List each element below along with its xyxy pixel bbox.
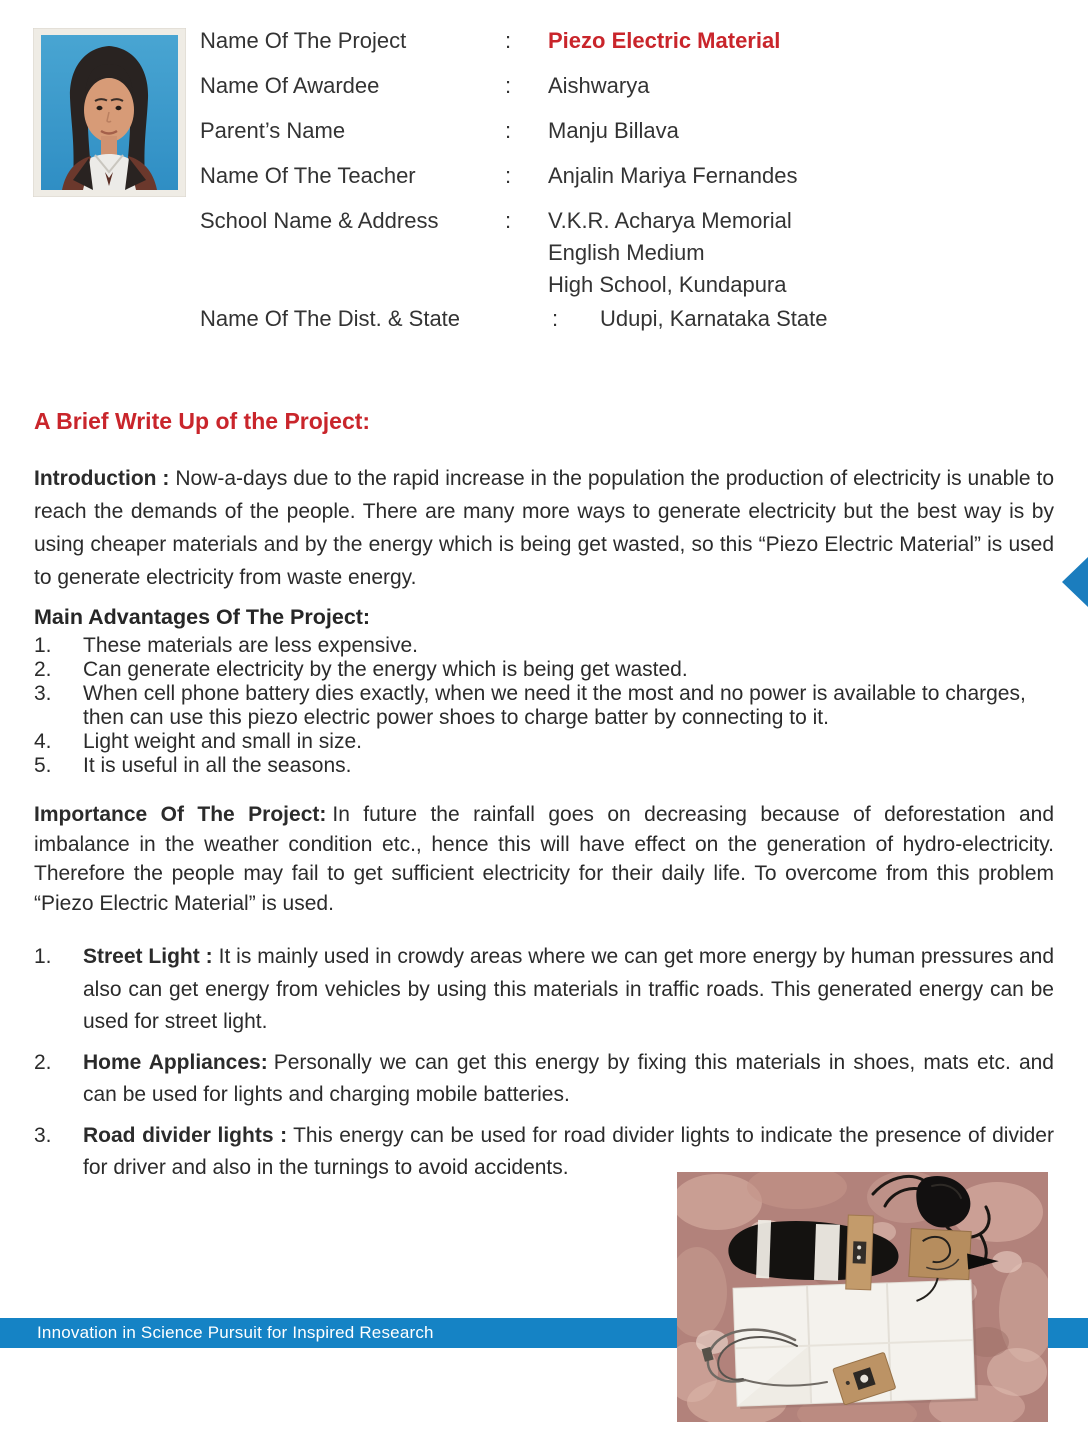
list-item-text: When cell phone battery dies exactly, when we need it the most and no power is available to charges, then can use this piezo electric power shoes to charge batter by connecting to it. <box>83 682 1026 729</box>
detail-separator: : <box>552 306 559 331</box>
list-item <box>34 941 1054 1039</box>
materials-photo-graphic <box>677 1172 1048 1422</box>
list-item-text: Light weight and small in size. <box>83 730 362 753</box>
school-address-line: High School, Kundapura <box>548 272 787 297</box>
detail-row-parent <box>200 120 960 142</box>
list-item-number: 3. <box>34 682 52 705</box>
list-item-number: 5. <box>34 754 52 777</box>
application-text: This energy can be used for road divider lights to indicate the presence of divider for driver and also in the turnings to avoid accidents. <box>83 1123 1054 1179</box>
detail-separator: : <box>505 163 512 188</box>
list-item-text: These materials are less expensive. <box>83 634 418 657</box>
list-item <box>34 1047 1054 1112</box>
detail-label: Name Of The Project <box>200 28 407 53</box>
left-arrow-icon <box>1062 557 1088 607</box>
list-item-text <box>83 1047 1054 1112</box>
project-details <box>200 22 960 353</box>
list-item <box>34 754 1054 778</box>
detail-separator: : <box>505 208 512 233</box>
application-label: Road divider lights : <box>83 1123 288 1147</box>
advantages-section <box>34 604 1054 778</box>
detail-label: Name Of The Dist. & State <box>200 306 461 331</box>
detail-row-district-state <box>200 308 960 330</box>
importance-label: Importance Of The Project: <box>34 803 327 826</box>
importance-paragraph <box>34 800 1054 918</box>
detail-value-teacher: Anjalin Mariya Fernandes <box>548 163 798 188</box>
list-item-number: 4. <box>34 730 52 753</box>
introduction-text: Now-a-days due to the rapid increase in the population the production of electricity is unable to reach the demands of the people. There are many more ways to generate electricity but the best way is by using cheaper materials and by the energy which is being get wasted, so this “Piezo Electric Material” is used to generate electricity from waste energy. <box>34 467 1054 589</box>
list-item-number: 2. <box>34 658 52 681</box>
detail-row-project <box>200 30 960 52</box>
list-item <box>34 730 1054 754</box>
list-item-text: Can generate electricity by the energy which is being get wasted. <box>83 658 688 681</box>
importance-text: In future the rainfall goes on decreasing because of deforestation and imbalance in the weather condition etc., hence this will have effect on the generation of hydro-electricity. Therefore the people may fail to get sufficient electricity for their daily life. To overcome from this problem “Piezo Electric Material” is used. <box>34 803 1054 915</box>
detail-value-school <box>548 205 960 301</box>
list-item-number: 1. <box>34 634 52 657</box>
application-text: It is mainly used in crowdy areas where we can get more energy by human pressures and also can get energy from vehicles by using this materials in traffic roads. This generated energy can be used for street light. <box>83 945 1055 1033</box>
application-label: Street Light : <box>83 945 213 968</box>
detail-separator: : <box>505 73 512 98</box>
list-item-text <box>83 941 1054 1039</box>
awardee-photo <box>33 28 186 197</box>
detail-value-project: Piezo Electric Material <box>548 28 781 53</box>
school-address-line: English Medium <box>548 240 705 265</box>
applications-section <box>34 941 1054 1193</box>
list-item-number: 1. <box>34 945 52 968</box>
list-item <box>34 682 1054 730</box>
detail-separator: : <box>505 28 512 53</box>
detail-value-district-state: Udupi, Karnataka State <box>600 306 828 331</box>
list-item <box>34 634 1054 658</box>
detail-label: School Name & Address <box>200 208 439 233</box>
advantages-heading: Main Advantages Of The Project: <box>34 605 371 629</box>
list-item-number: 2. <box>34 1050 52 1074</box>
detail-separator: : <box>505 118 512 143</box>
detail-row-teacher <box>200 165 960 187</box>
awardee-photo-graphic <box>33 28 186 197</box>
project-materials-photo <box>677 1172 1048 1422</box>
detail-row-awardee <box>200 75 960 97</box>
detail-value-awardee: Aishwarya <box>548 73 650 98</box>
detail-label: Name Of The Teacher <box>200 163 416 188</box>
list-item-number: 3. <box>34 1123 52 1147</box>
footer-banner-text: Innovation in Science Pursuit for Inspired Research <box>37 1323 434 1342</box>
introduction-label: Introduction : <box>34 467 170 490</box>
detail-value-parent: Manju Billava <box>548 118 679 143</box>
application-label: Home Appliances: <box>83 1050 268 1074</box>
writeup-title: A Brief Write Up of the Project: <box>34 408 371 434</box>
introduction-paragraph <box>34 462 1054 594</box>
detail-label: Parent’s Name <box>200 118 346 143</box>
list-item-text: It is useful in all the seasons. <box>83 754 352 777</box>
list-item <box>34 658 1054 682</box>
detail-row-school <box>200 210 960 301</box>
detail-label: Name Of Awardee <box>200 73 380 98</box>
application-text: Personally we can get this energy by fixing this materials in shoes, mats etc. and can be used for lights and charging mobile batteries. <box>83 1050 1054 1106</box>
school-address-line: V.K.R. Acharya Memorial <box>548 208 792 233</box>
